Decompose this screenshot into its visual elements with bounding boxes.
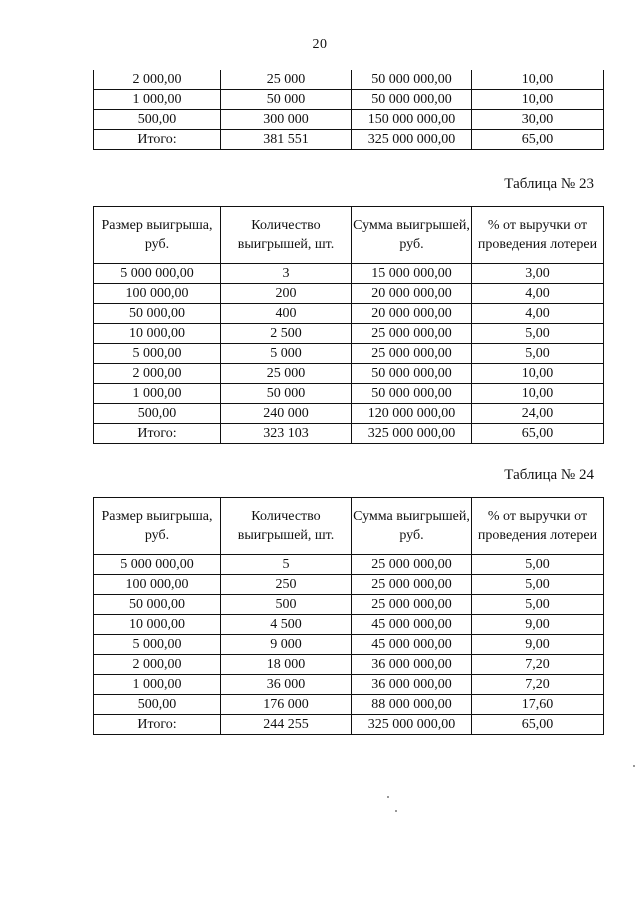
table-cell: 240 000 [221,404,352,424]
table-cell: 88 000 000,00 [352,695,472,715]
table-cell: 5 000,00 [94,635,221,655]
table-cell: 2 000,00 [94,655,221,675]
table-cell: 36 000 000,00 [352,655,472,675]
table-cell: 3 [221,264,352,284]
table-cell: 4,00 [472,284,604,304]
table-cell: 5,00 [472,595,604,615]
table-row [94,90,604,110]
table-cell: 25 000 000,00 [352,595,472,615]
table-cell: 30,00 [472,110,604,130]
table-row [94,284,604,304]
table-cell: 10,00 [472,364,604,384]
table-cell: 100 000,00 [94,575,221,595]
table-cell: Итого: [94,715,221,735]
table-row [94,695,604,715]
table-cell: 381 551 [221,130,352,150]
prize-table-continued [93,70,604,150]
table-cell: 25 000 [221,70,352,90]
column-header: Размер выигрыша, руб. [94,207,221,264]
table-row [94,70,604,90]
table-cell: 15 000 000,00 [352,264,472,284]
table-cell: 4,00 [472,304,604,324]
table-24-caption: Таблица № 24 [504,467,594,483]
table-cell: 10,00 [472,384,604,404]
table-cell: Итого: [94,424,221,444]
table-cell: 200 [221,284,352,304]
table-cell: 325 000 000,00 [352,130,472,150]
table-header-row [94,207,604,264]
table-cell: 176 000 [221,695,352,715]
table-row [94,110,604,130]
table-cell: 300 000 [221,110,352,130]
table-row [94,555,604,575]
scan-speck [633,765,635,767]
table-cell: 18 000 [221,655,352,675]
table-cell: 24,00 [472,404,604,424]
table-cell: 65,00 [472,424,604,444]
prize-table-23 [93,206,604,444]
table-cell: 65,00 [472,130,604,150]
table-cell: 45 000 000,00 [352,615,472,635]
table-cell: 10 000,00 [94,615,221,635]
table-cell: 1 000,00 [94,675,221,695]
table-cell: 7,20 [472,655,604,675]
table-cell: 50 000 000,00 [352,364,472,384]
scan-speck [395,810,397,812]
table-cell: 25 000 [221,364,352,384]
table-cell: 50 000 [221,384,352,404]
table-cell: 5 [221,555,352,575]
table-cell: 500,00 [94,404,221,424]
table-row [94,404,604,424]
table-cell: 2 500 [221,324,352,344]
table-cell: 25 000 000,00 [352,324,472,344]
table-row [94,364,604,384]
table-cell: 36 000 000,00 [352,675,472,695]
table-cell: 25 000 000,00 [352,555,472,575]
table-row [94,264,604,284]
table-cell: 50 000,00 [94,595,221,615]
table-cell: 5,00 [472,555,604,575]
table-cell: 5,00 [472,324,604,344]
table-cell: 10 000,00 [94,324,221,344]
table-row-total [94,130,604,150]
table-cell: 5,00 [472,575,604,595]
table-cell: 1 000,00 [94,90,221,110]
table-cell: 5 000,00 [94,344,221,364]
table-row [94,324,604,344]
table-cell: 36 000 [221,675,352,695]
table-row [94,635,604,655]
table-cell: 5,00 [472,344,604,364]
table-cell: 500,00 [94,110,221,130]
column-header: Сумма выигрышей, руб. [352,207,472,264]
table-cell: 150 000 000,00 [352,110,472,130]
table-row [94,655,604,675]
page-number: 20 [312,37,328,52]
table-cell: 4 500 [221,615,352,635]
table-row [94,575,604,595]
table-cell: 1 000,00 [94,384,221,404]
table-cell: 250 [221,575,352,595]
table-cell: 500 [221,595,352,615]
table-row [94,384,604,404]
column-header: Сумма выигрышей, руб. [352,498,472,555]
scan-speck [387,796,389,798]
table-row-total [94,424,604,444]
table-cell: 9,00 [472,635,604,655]
table-23-caption: Таблица № 23 [504,176,594,192]
table-cell: 5 000 000,00 [94,264,221,284]
table-cell: 25 000 000,00 [352,344,472,364]
table-cell: 323 103 [221,424,352,444]
table-cell: Итого: [94,130,221,150]
column-header: % от выручки от проведения лотереи [472,207,604,264]
column-header: % от выручки от проведения лотереи [472,498,604,555]
table-cell: 10,00 [472,90,604,110]
column-header: Количество выигрышей, шт. [221,498,352,555]
table-cell: 7,20 [472,675,604,695]
table-cell: 50 000 000,00 [352,70,472,90]
table-cell: 2 000,00 [94,364,221,384]
table-row [94,344,604,364]
table-cell: 325 000 000,00 [352,424,472,444]
table-cell: 20 000 000,00 [352,284,472,304]
table-row [94,615,604,635]
table-cell: 50 000 000,00 [352,384,472,404]
table-cell: 10,00 [472,70,604,90]
table-cell: 3,00 [472,264,604,284]
table-cell: 65,00 [472,715,604,735]
table-cell: 45 000 000,00 [352,635,472,655]
table-cell: 120 000 000,00 [352,404,472,424]
column-header: Размер выигрыша, руб. [94,498,221,555]
table-row [94,675,604,695]
table-cell: 244 255 [221,715,352,735]
table-cell: 50 000 000,00 [352,90,472,110]
table-cell: 2 000,00 [94,70,221,90]
table-cell: 50 000,00 [94,304,221,324]
table-cell: 325 000 000,00 [352,715,472,735]
table-cell: 50 000 [221,90,352,110]
table-cell: 20 000 000,00 [352,304,472,324]
table-cell: 500,00 [94,695,221,715]
table-row [94,595,604,615]
table-cell: 5 000 000,00 [94,555,221,575]
prize-table-24 [93,497,604,735]
column-header: Количество выигрышей, шт. [221,207,352,264]
table-row [94,304,604,324]
table-cell: 100 000,00 [94,284,221,304]
table-cell: 25 000 000,00 [352,575,472,595]
table-row-total [94,715,604,735]
table-cell: 5 000 [221,344,352,364]
table-header-row [94,498,604,555]
table-cell: 17,60 [472,695,604,715]
table-cell: 400 [221,304,352,324]
table-cell: 9 000 [221,635,352,655]
table-cell: 9,00 [472,615,604,635]
